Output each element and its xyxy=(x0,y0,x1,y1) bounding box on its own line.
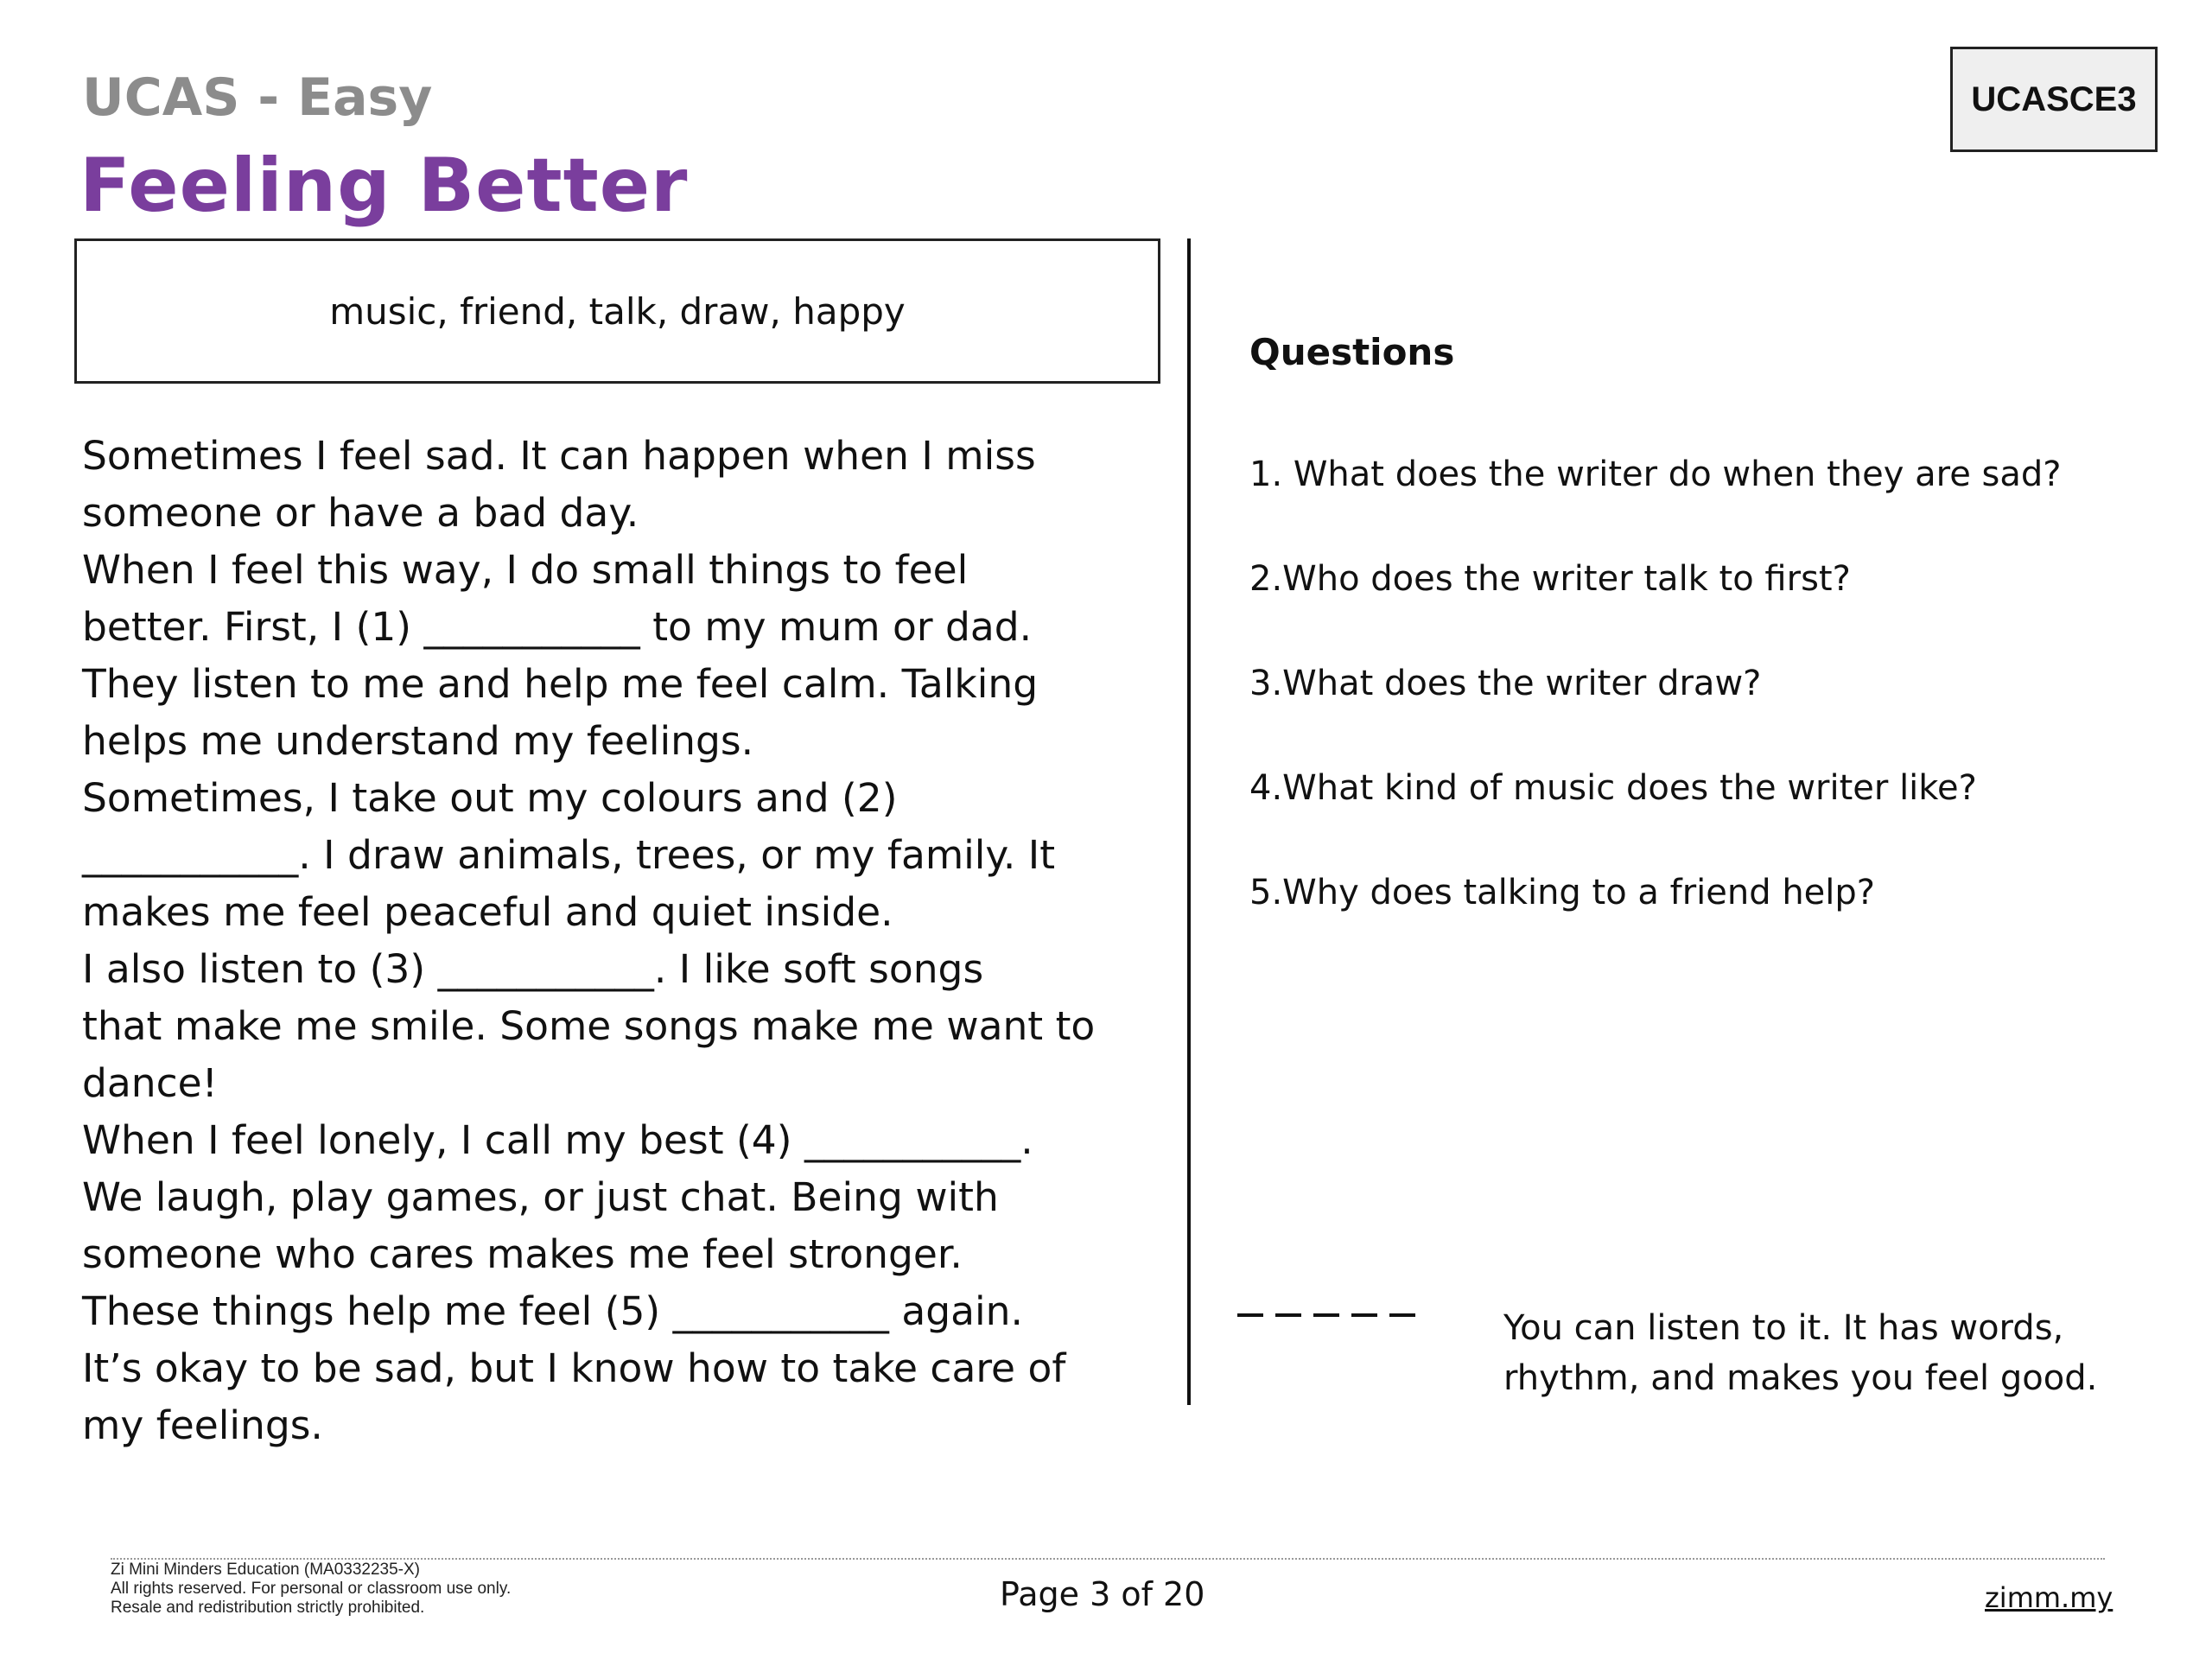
passage-line: better. First, I (1) ___________ to my mum or dad. xyxy=(82,604,1033,650)
passage-line: When I feel lonely, I call my best (4) ___________. xyxy=(82,1117,1033,1163)
worksheet-code: UCASCE3 xyxy=(1950,47,2158,152)
question-item: 4.What kind of music does the writer like? xyxy=(1249,768,1977,808)
footer-company: Zi Mini Minders Education (MA0332235-X) xyxy=(111,1561,420,1579)
passage-line: dance! xyxy=(82,1060,218,1106)
passage xyxy=(82,428,1171,1454)
passage-line: makes me feel peaceful and quiet inside. xyxy=(82,889,893,935)
questions-heading: Questions xyxy=(1249,331,1455,373)
question-item: 3.What does the writer draw? xyxy=(1249,664,1762,703)
footer-divider xyxy=(111,1558,2105,1560)
question-item: 1. What does the writer do when they are sad? xyxy=(1249,455,2062,494)
passage-line: I also listen to (3) ___________. I like soft songs xyxy=(82,946,984,992)
questions-list xyxy=(1249,455,2165,977)
riddle-clue xyxy=(1503,1303,2160,1403)
column-divider xyxy=(1187,238,1191,1405)
question-item: 2.Who does the writer talk to first? xyxy=(1249,559,1851,599)
passage-line: Sometimes I feel sad. It can happen when I miss xyxy=(82,433,1036,479)
passage-line: someone or have a bad day. xyxy=(82,490,639,536)
passage-line: When I feel this way, I do small things to feel xyxy=(82,547,969,593)
word-bank: music, friend, talk, draw, happy xyxy=(74,238,1160,384)
riddle-letter-blank xyxy=(1389,1313,1415,1317)
website-link[interactable]: zimm.my xyxy=(1985,1581,2113,1614)
passage-line: They listen to me and help me feel calm. Talking xyxy=(82,661,1039,707)
passage-line: my feelings. xyxy=(82,1402,323,1448)
riddle-letter-blank xyxy=(1275,1313,1301,1317)
footer-copyright xyxy=(111,1561,511,1618)
passage-line: These things help me feel (5) ___________ again. xyxy=(82,1288,1023,1334)
passage-line: ___________. I draw animals, trees, or my family. It xyxy=(82,832,1056,878)
riddle-answer-blanks xyxy=(1237,1313,1415,1317)
riddle-letter-blank xyxy=(1351,1313,1377,1317)
worksheet-level: UCAS - Easy xyxy=(82,67,433,128)
passage-line: We laugh, play games, or just chat. Being with xyxy=(82,1174,999,1220)
page-number: Page 3 of 20 xyxy=(1000,1575,1205,1613)
passage-line: someone who cares makes me feel stronger. xyxy=(82,1231,963,1277)
riddle-letter-blank xyxy=(1313,1313,1339,1317)
passage-line: Sometimes, I take out my colours and (2) xyxy=(82,775,898,821)
riddle-clue-line: rhythm, and makes you feel good. xyxy=(1503,1358,2098,1398)
question-item: 5.Why does talking to a friend help? xyxy=(1249,873,1876,912)
riddle-clue-line: You can listen to it. It has words, xyxy=(1503,1308,2064,1348)
riddle-letter-blank xyxy=(1237,1313,1263,1317)
passage-line: It’s okay to be sad, but I know how to take care of xyxy=(82,1345,1066,1391)
footer-resale: Resale and redistribution strictly prohibited. xyxy=(111,1599,425,1617)
worksheet-title: Feeling Better xyxy=(79,143,689,229)
footer-rights: All rights reserved. For personal or classroom use only. xyxy=(111,1580,512,1598)
passage-line: helps me understand my feelings. xyxy=(82,718,754,764)
passage-line: that make me smile. Some songs make me want to xyxy=(82,1003,1096,1049)
